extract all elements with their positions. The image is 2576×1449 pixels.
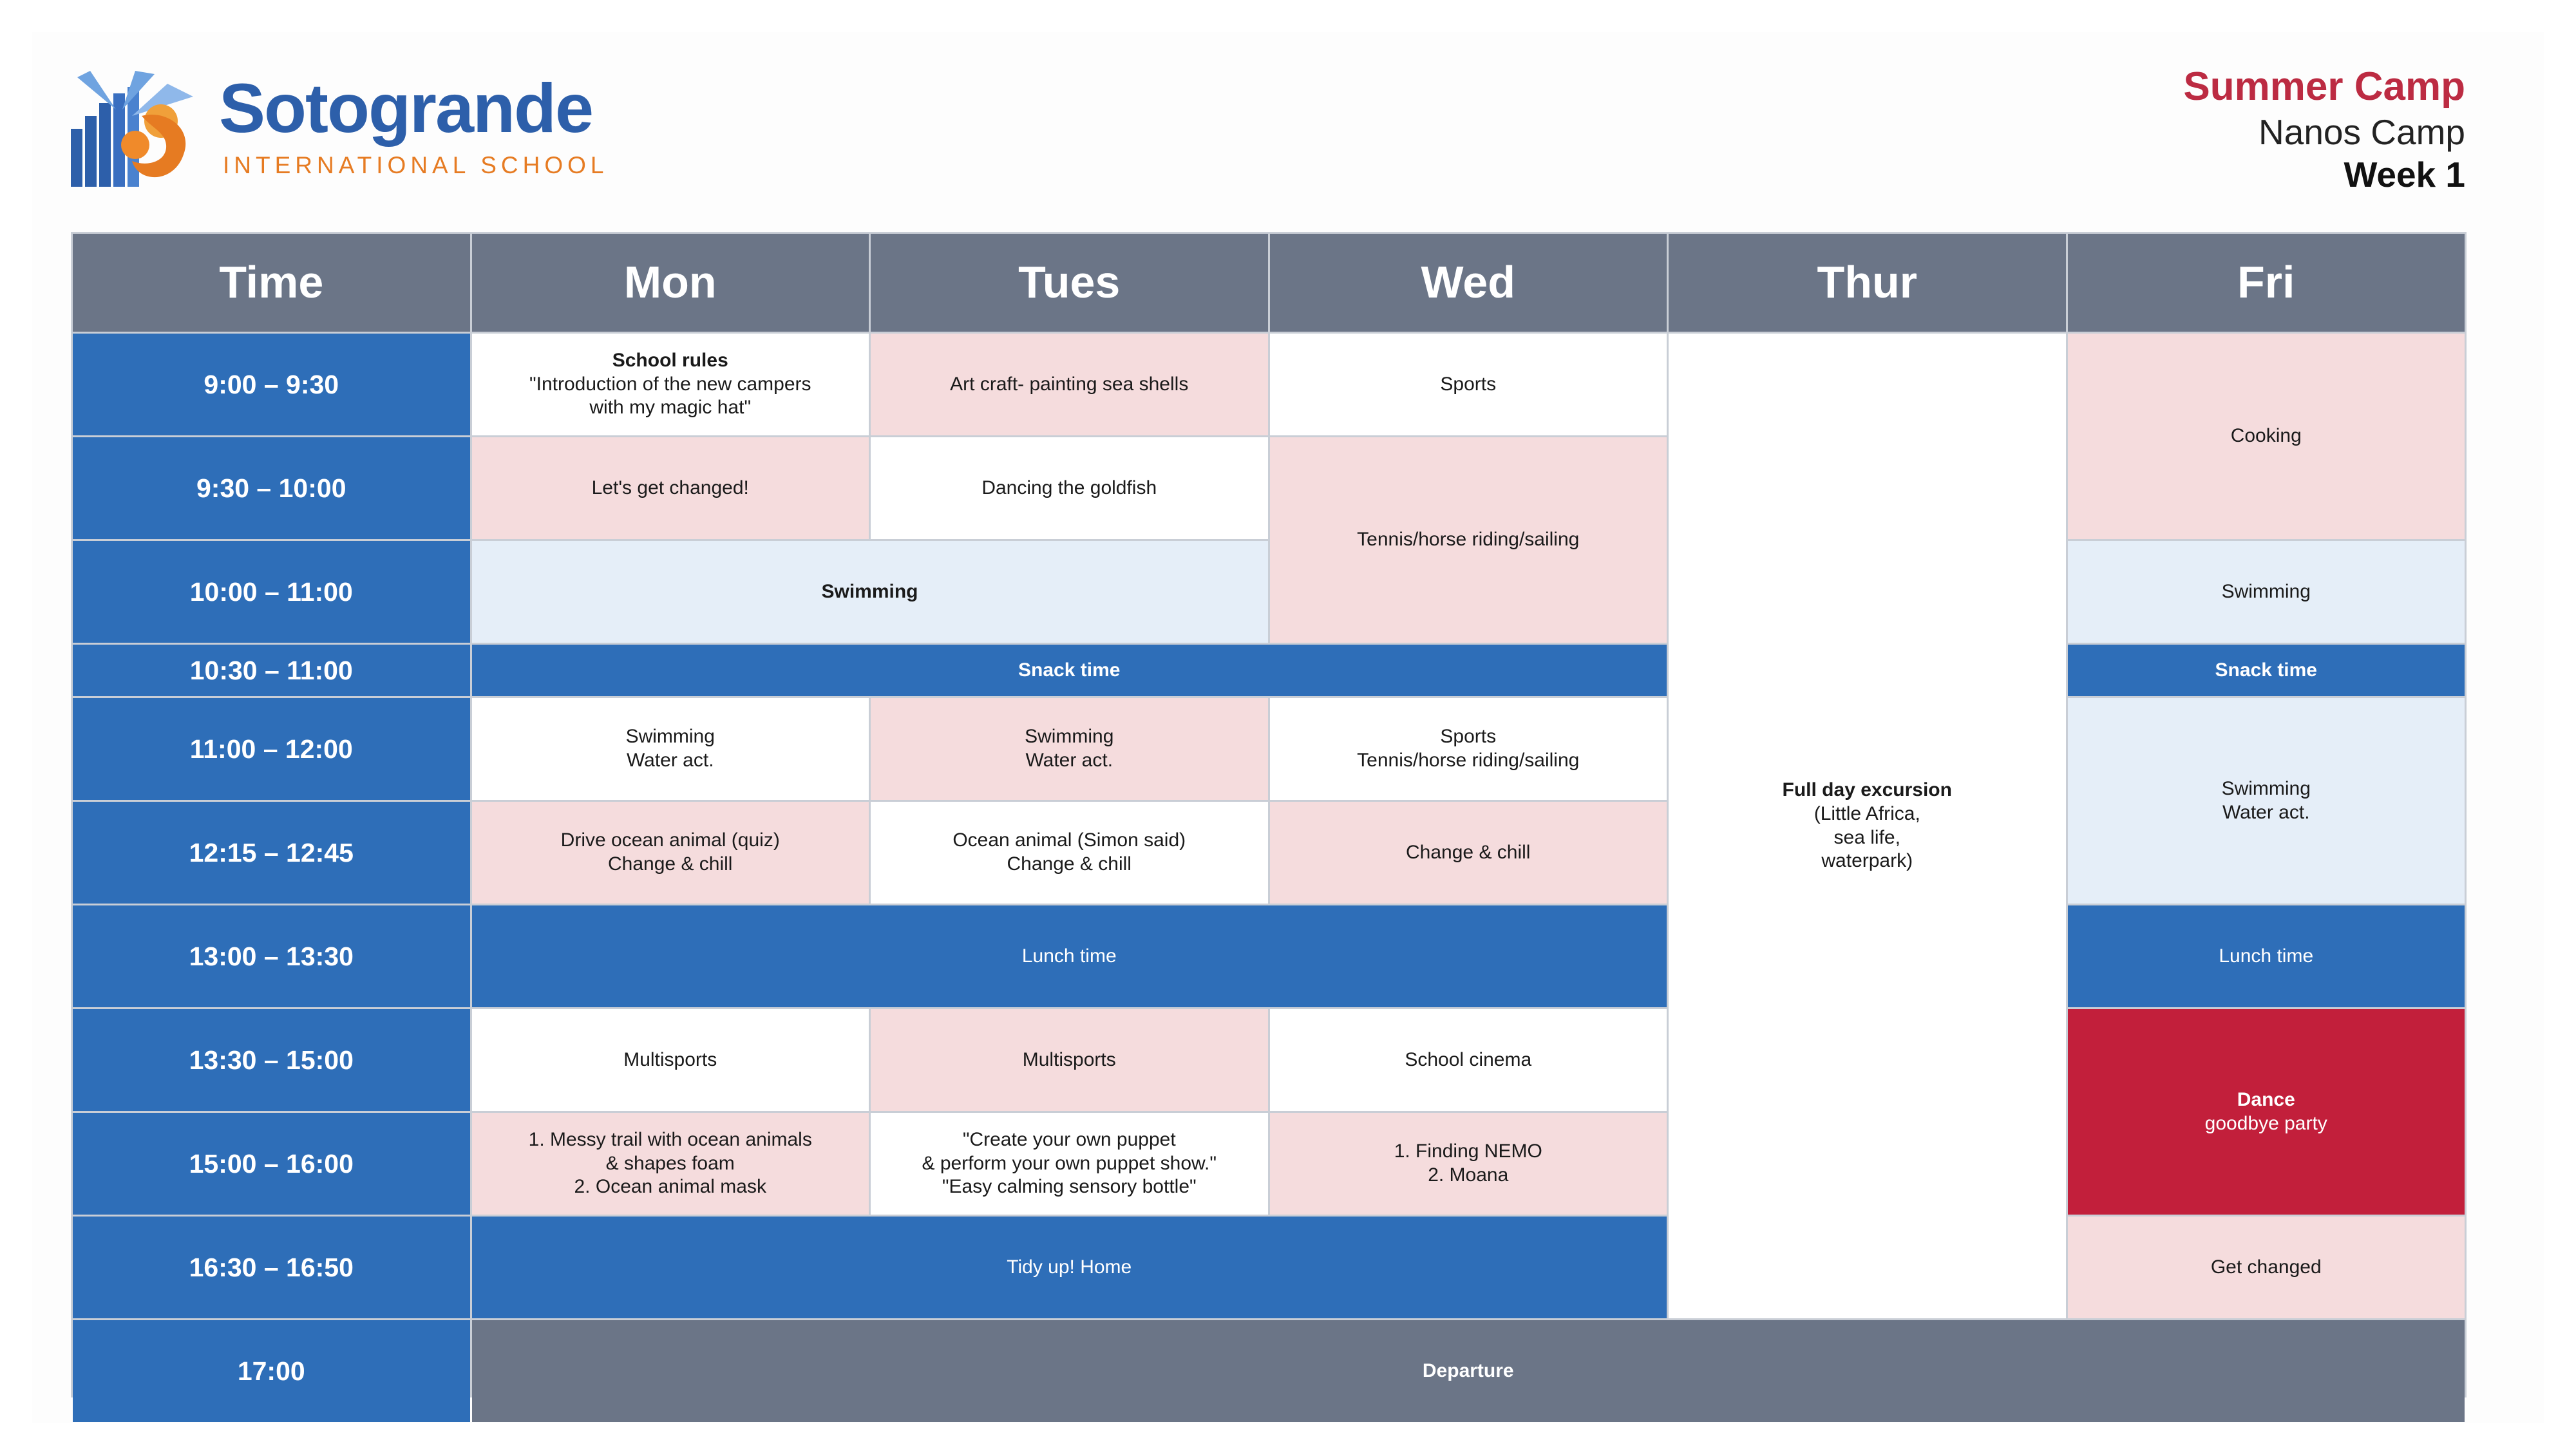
- fri-cooking: Cooking: [2068, 334, 2465, 539]
- lunch-time-bar: Lunch time: [472, 905, 1667, 1007]
- time-slot: 15:00 – 16:00: [73, 1113, 470, 1215]
- fri-dance-title: Dance: [2237, 1088, 2295, 1110]
- week-label: Week 1: [2344, 155, 2465, 195]
- mon-activity: 1. Messy trail with ocean animals & shapes foam 2. Ocean animal mask: [472, 1113, 869, 1215]
- tidy-up-bar: Tidy up! Home: [472, 1217, 1667, 1318]
- fri-snack-time: Snack time: [2068, 645, 2465, 696]
- time-slot: 10:00 – 11:00: [73, 541, 470, 643]
- logo-school-name: Sotogrande: [219, 69, 593, 147]
- wed-activity: Sports: [1270, 334, 1667, 435]
- tue-activity: Multisports: [871, 1009, 1268, 1111]
- mon-school-rules: [472, 334, 869, 435]
- thur-excursion-text: (Little Africa, sea life, waterpark): [1814, 802, 1920, 872]
- time-slot: 11:00 – 12:00: [73, 698, 470, 800]
- tue-activity: Art craft- painting sea shells: [871, 334, 1268, 435]
- time-slot: 12:15 – 12:45: [73, 802, 470, 904]
- school-logo: [71, 69, 609, 193]
- time-slot: 13:30 – 15:00: [73, 1009, 470, 1111]
- camp-heading: [2183, 63, 2465, 196]
- camp-name: Nanos Camp: [2259, 112, 2465, 153]
- fri-dance-party: [2068, 1009, 2465, 1215]
- school-emblem-icon: [71, 71, 213, 187]
- tue-activity: Swimming Water act.: [871, 698, 1268, 800]
- wed-activity: School cinema: [1270, 1009, 1667, 1111]
- mon-tue-swimming: Swimming: [472, 541, 1268, 643]
- header-time: Time: [73, 234, 470, 332]
- mon-activity: Multisports: [472, 1009, 869, 1111]
- mon-activity: Let's get changed!: [472, 437, 869, 539]
- wed-activity: 1. Finding NEMO 2. Moana: [1270, 1113, 1667, 1215]
- fri-lunch-time: Lunch time: [2068, 905, 2465, 1007]
- mon-activity: Swimming Water act.: [472, 698, 869, 800]
- logo-school-subtitle: INTERNATIONAL SCHOOL: [223, 152, 609, 178]
- mon-school-rules-text: "Introduction of the new campers with my magic hat": [529, 373, 811, 419]
- departure-bar: Departure: [472, 1320, 2465, 1422]
- header-thur: Thur: [1669, 234, 2066, 332]
- header-tue: Tues: [871, 234, 1268, 332]
- time-slot: 10:30 – 11:00: [73, 645, 470, 696]
- fri-dance-text: goodbye party: [2204, 1112, 2327, 1134]
- header-fri: Fri: [2068, 234, 2465, 332]
- time-slot: 9:30 – 10:00: [73, 437, 470, 539]
- tue-activity: Ocean animal (Simon said) Change & chill: [871, 802, 1268, 904]
- header-wed: Wed: [1270, 234, 1667, 332]
- fri-get-changed: Get changed: [2068, 1217, 2465, 1318]
- tue-activity: Dancing the goldfish: [871, 437, 1268, 539]
- snack-time-bar: Snack time: [472, 645, 1667, 696]
- wed-activity: Tennis/horse riding/sailing: [1270, 437, 1667, 643]
- thur-excursion: [1669, 334, 2066, 1318]
- time-slot: 17:00: [73, 1320, 470, 1422]
- time-slot: 9:00 – 9:30: [73, 334, 470, 435]
- camp-title: Summer Camp: [2183, 64, 2465, 109]
- schedule-table: [71, 232, 2467, 1397]
- tue-activity: "Create your own puppet & perform your own puppet show." "Easy calming sensory bottle": [871, 1113, 1268, 1215]
- fri-swimming-water: Swimming Water act.: [2068, 698, 2465, 904]
- time-slot: 16:30 – 16:50: [73, 1217, 470, 1318]
- wed-activity: Change & chill: [1270, 802, 1667, 904]
- fri-swimming: Swimming: [2068, 541, 2465, 643]
- mon-activity: Drive ocean animal (quiz) Change & chill: [472, 802, 869, 904]
- thur-excursion-title: Full day excursion: [1782, 779, 1952, 801]
- wed-activity: Sports Tennis/horse riding/sailing: [1270, 698, 1667, 800]
- mon-school-rules-title: School rules: [612, 350, 728, 372]
- header-mon: Mon: [472, 234, 869, 332]
- time-slot: 13:00 – 13:30: [73, 905, 470, 1007]
